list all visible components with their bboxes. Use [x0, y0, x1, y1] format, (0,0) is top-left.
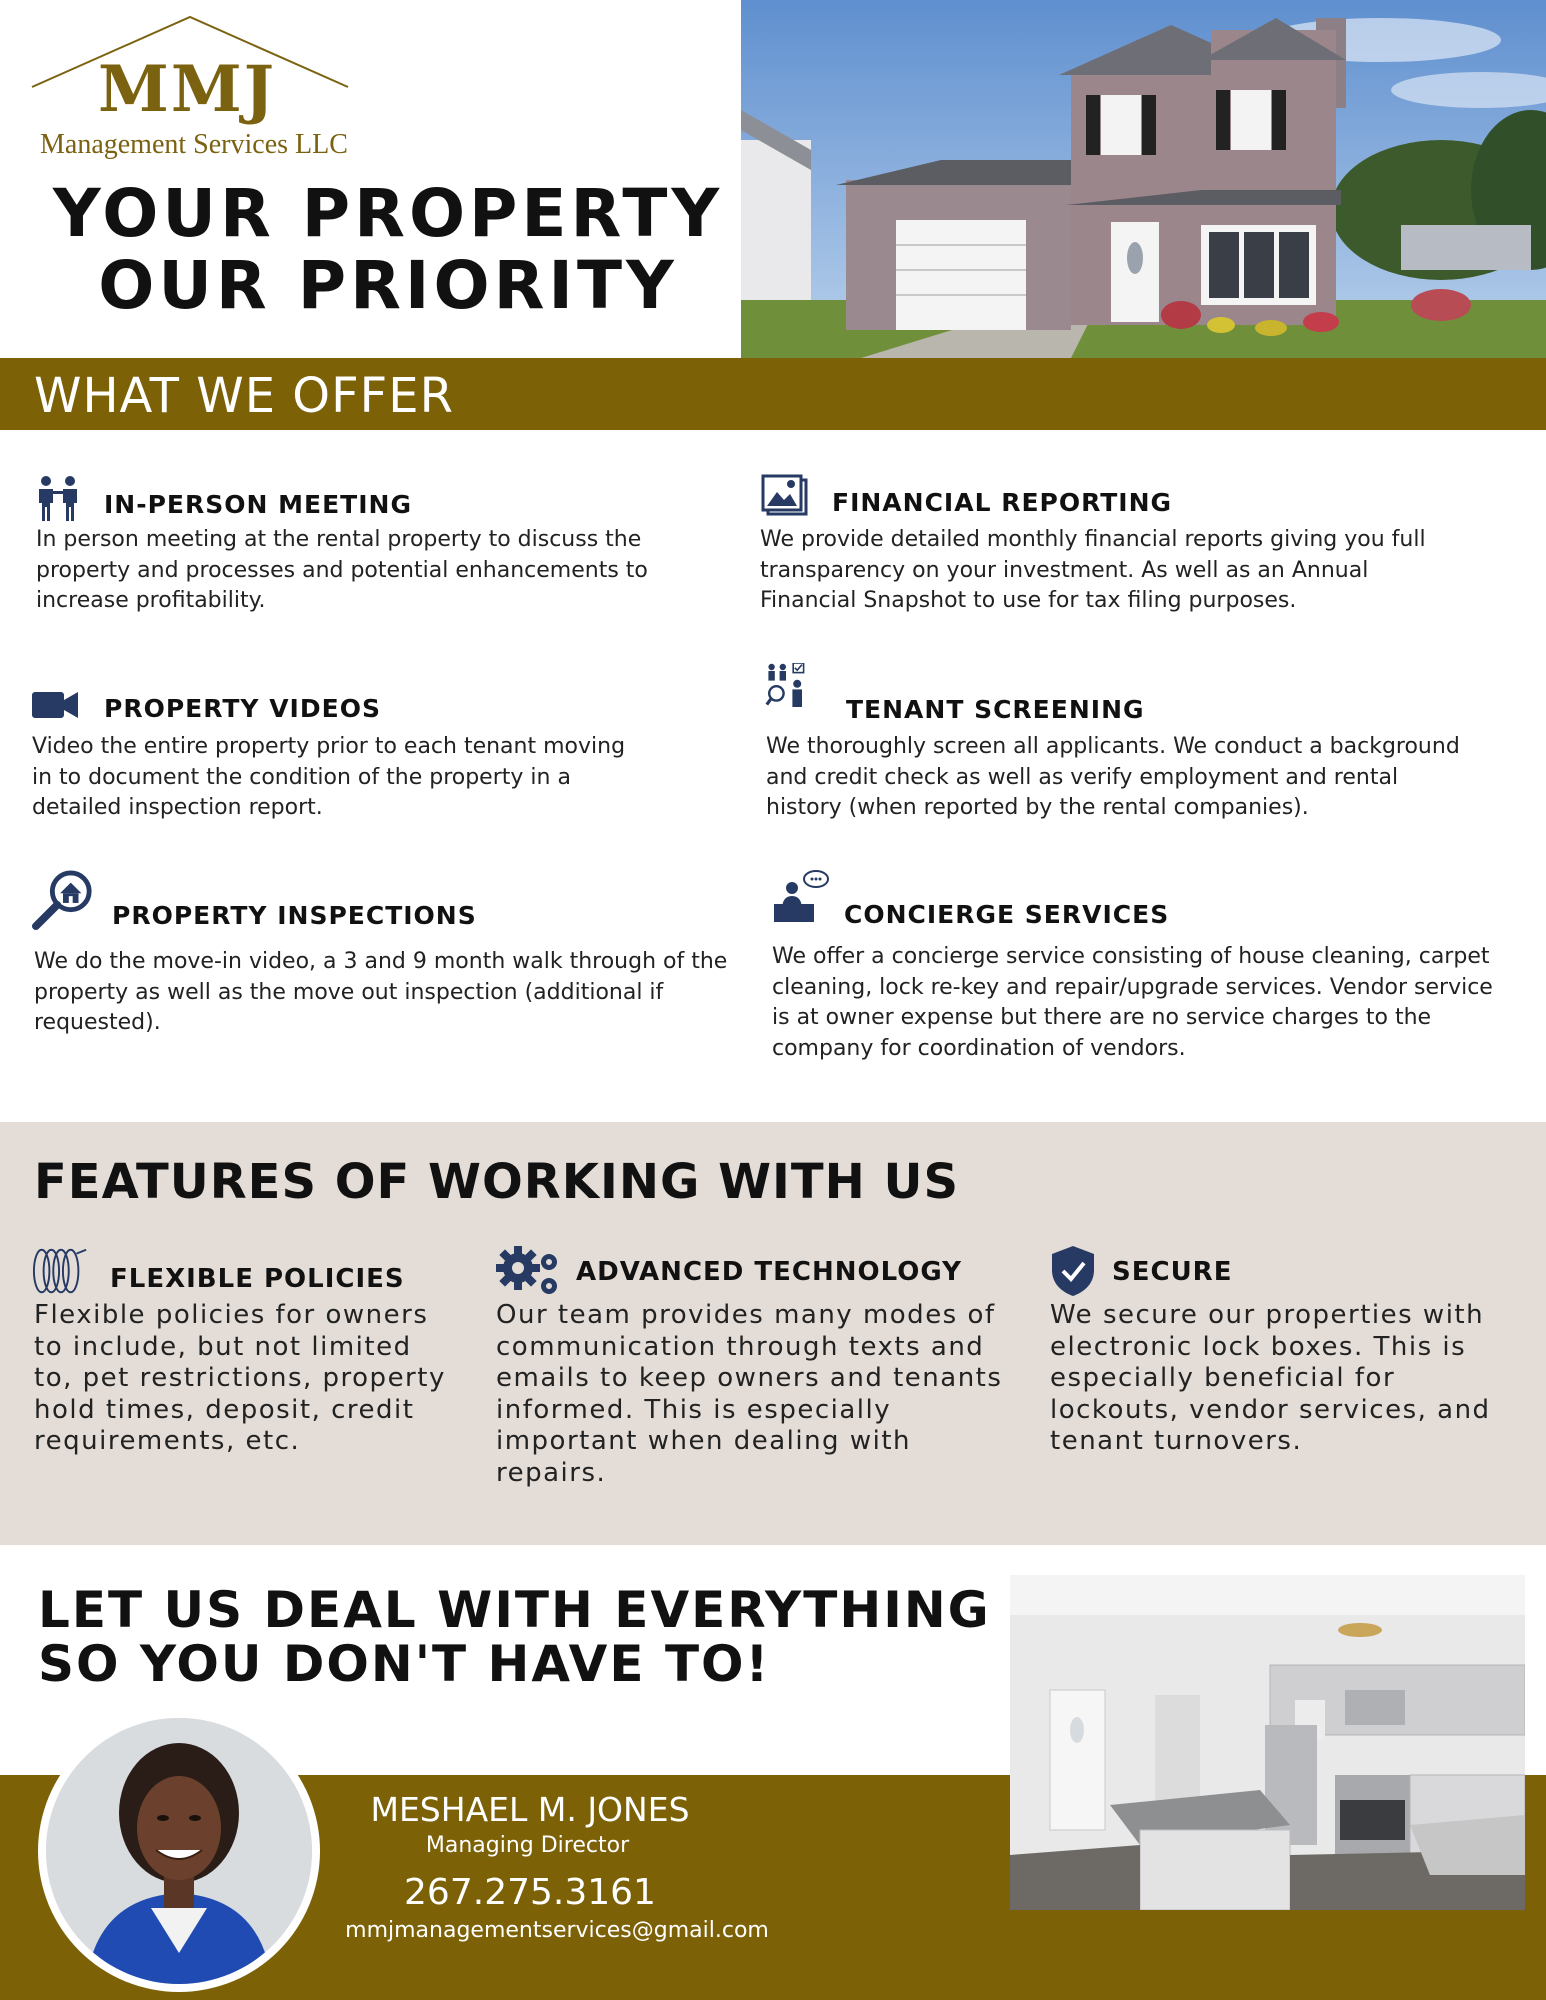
what-we-offer-bar	[0, 358, 1546, 430]
page-headline	[38, 175, 738, 324]
shield-check-icon	[1050, 1244, 1096, 1302]
kitchen-photo	[1010, 1575, 1525, 1910]
contact-phone-link[interactable]: 267.275.3161	[404, 1872, 656, 1913]
video-camera-icon	[32, 680, 80, 732]
cta-line-1: LET US DEAL WITH EVERYTHING	[38, 1581, 991, 1639]
avatar	[38, 1710, 320, 1992]
feature-text: Flexible policies for owners to include, but not limited to, pet restrictions, property hold times, deposit, credit requirements, etc.	[34, 1300, 446, 1456]
service-text: We provide detailed monthly financial reports giving you full transparency on your investment. As well as an Annual Financial Snapshot to use for tax filing purposes.	[760, 527, 1426, 613]
flexible-coil-icon	[32, 1245, 90, 1301]
feature-title: ADVANCED TECHNOLOGY	[576, 1257, 962, 1287]
cta-line-2: SO YOU DON'T HAVE TO!	[38, 1635, 771, 1693]
service-title: FINANCIAL REPORTING	[832, 488, 1173, 517]
feature-title: SECURE	[1112, 1257, 1233, 1287]
feature-title: FLEXIBLE POLICIES	[110, 1264, 405, 1294]
headline-line-2: OUR PRIORITY	[98, 247, 678, 324]
service-text: We offer a concierge service consisting of house cleaning, carpet cleaning, lock re-key and repair/upgrade services. Vendor service is at owner expense but there are no service charges to the company for coordination of vendors.	[772, 944, 1493, 1061]
contact-name: MESHAEL M. JONES	[370, 1790, 690, 1829]
service-title: CONCIERGE SERVICES	[844, 900, 1170, 929]
service-title: PROPERTY INSPECTIONS	[112, 901, 477, 930]
service-text: Video the entire property prior to each tenant moving in to document the condition of the property in a detailed inspection report.	[32, 734, 626, 820]
feature-text: Our team provides many modes of communication through texts and emails to keep owners and tenants informed. This is especially important when dealing with repairs.	[496, 1300, 1003, 1488]
service-text: We thoroughly screen all applicants. We conduct a background and credit check as well as verify employment and rental history (when reported by the rental companies).	[766, 734, 1460, 820]
service-title: PROPERTY VIDEOS	[104, 694, 381, 723]
logo-subtitle: Management Services LLC	[40, 129, 348, 160]
call-to-action	[38, 1583, 1018, 1691]
headline-line-1: YOUR PROPERTY	[52, 175, 724, 252]
financial-report-icon	[760, 474, 808, 526]
concierge-desk-icon	[772, 870, 832, 930]
house-magnifier-icon	[32, 870, 94, 936]
company-logo	[30, 12, 350, 160]
people-meeting-icon	[34, 475, 82, 527]
service-text: We do the move-in video, a 3 and 9 month walk through of the property as well as the move out inspection (additional if requested).	[34, 949, 728, 1035]
service-title: IN-PERSON MEETING	[104, 490, 412, 519]
tenant-screening-icon	[762, 663, 810, 715]
contact-role: Managing Director	[425, 1833, 630, 1858]
logo-name: MMJ	[98, 52, 276, 127]
features-section	[0, 1122, 1546, 1545]
service-text: In person meeting at the rental property to discuss the property and processes and potential enhancements to increase profitability.	[36, 527, 648, 613]
gears-icon	[494, 1244, 566, 1304]
hero-house-photo	[741, 0, 1546, 358]
features-heading: FEATURES OF WORKING WITH US	[34, 1154, 960, 1210]
feature-text: We secure our properties with electronic lock boxes. This is especially beneficial for lockouts, vendor services, and tenant turnovers.	[1050, 1300, 1491, 1456]
what-we-offer-heading: WHAT WE OFFER	[34, 368, 454, 424]
service-title: TENANT SCREENING	[846, 695, 1145, 724]
contact-email-link[interactable]: mmjmanagementservices@gmail.com	[345, 1918, 769, 1943]
